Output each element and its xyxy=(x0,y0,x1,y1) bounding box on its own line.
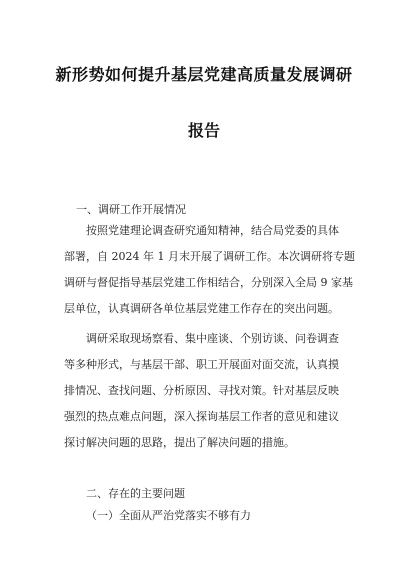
paragraph-1-line: 按照党建理论调查研究通知精神，结合局党委的具体 xyxy=(86,224,339,237)
paragraph-2 xyxy=(64,326,354,456)
paragraph-2-line: 等多种形式，与基层干部、职工开展面对面交流，认真摸 xyxy=(64,358,339,371)
paragraph-2-line: 排情况、查找问题、分析原因、寻找对策。针对基层反映 xyxy=(64,384,339,397)
paragraph-1 xyxy=(64,218,354,322)
paragraph-2-line: 强烈的热点难点问题，深入探询基层工作者的意见和建议 xyxy=(64,410,339,423)
section-2-heading: 二、存在的主要问题 xyxy=(86,487,185,500)
paragraph-2-line: 调研采取现场察看、集中座谈、个别访谈、问卷调查 xyxy=(86,332,339,345)
paragraph-1-line: 层单位，认真调研各单位基层党建工作存在的突出问题。 xyxy=(64,302,339,315)
paragraph-2-line: 探讨解决问题的思路，提出了解决问题的措施。 xyxy=(64,436,295,449)
document-title-continued: 报告 xyxy=(187,121,220,140)
subsection-1-heading: （一）全面从严治党落实不够有力 xyxy=(86,509,251,522)
section-1-heading: 一、调研工作开展情况 xyxy=(76,203,186,216)
paragraph-1-line: 调研与督促指导基层党建工作相结合，分别深入全局 9 家基 xyxy=(64,276,353,289)
document-title: 新形势如何提升基层党建高质量发展调研 xyxy=(55,65,353,84)
paragraph-1-line: 部署，自 2024 年 1 月末开展了调研工作。本次调研将专题 xyxy=(64,250,355,263)
